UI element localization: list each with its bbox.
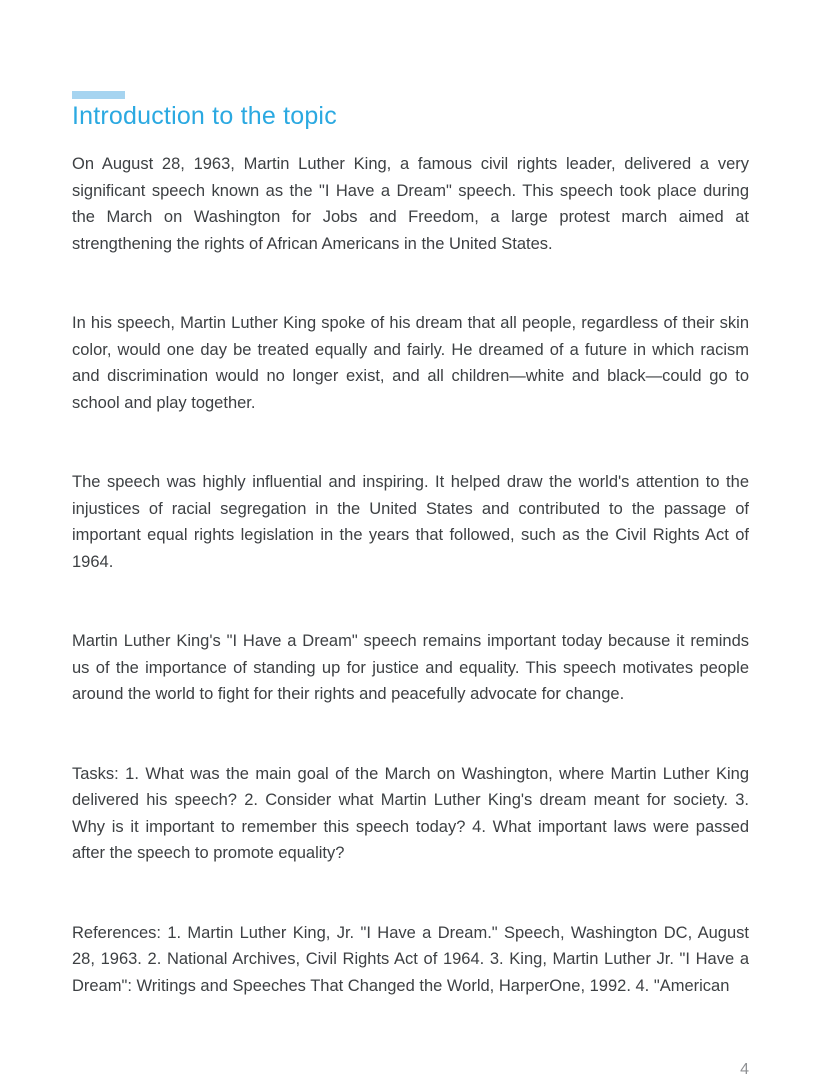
paragraph-intro: On August 28, 1963, Martin Luther King, a famous civil rights leader, delivered a very significant speech known as the "I Have a Dream" speech. This speech took place during the March on Washington for Jobs and Freedom, a large protest march aimed at strengthening the rights of African Americans in the United States. bbox=[72, 155, 749, 253]
paragraph-legacy: Martin Luther King's "I Have a Dream" speech remains important today because it reminds us of the importance of standing up for justice and equality. This speech motivates people around the world to fight for their rights and peacefully advocate for change. bbox=[72, 632, 749, 703]
page-number: 4 bbox=[740, 1061, 749, 1078]
paragraph-dream: In his speech, Martin Luther King spoke of his dream that all people, regardless of their skin color, would one day be treated equally and fairly. He dreamed of a future in which racism and discrimination would no longer exist, and all children—white and black—could go to school and play together. bbox=[72, 314, 749, 412]
paragraph-tasks: Tasks: 1. What was the main goal of the March on Washington, where Martin Luther King delivered his speech? 2. Consider what Martin Luther King's dream meant for society. 3. Why is it important to remember this speech today? 4. What important laws were passed after the speech to promote equality? bbox=[72, 764, 749, 862]
page-content bbox=[72, 0, 749, 999]
paragraph-impact: The speech was highly influential and inspiring. It helped draw the world's attention to the injustices of racial segregation in the United States and contributed to the passage of important equal rights legislation in the years that followed, such as the Civil Rights Act of 1964. bbox=[72, 473, 749, 571]
heading-accent-bar bbox=[72, 91, 125, 99]
paragraph-references: References: 1. Martin Luther King, Jr. "I Have a Dream." Speech, Washington DC, August 28, 1963. 2. National Archives, Civil Rights Act of 1964. 3. King, Martin Luther Jr. "I Have a Dream": Writings and Speeches That Changed the World, HarperOne, 1992. 4. "American bbox=[72, 923, 749, 995]
page-title: Introduction to the topic bbox=[72, 102, 337, 130]
